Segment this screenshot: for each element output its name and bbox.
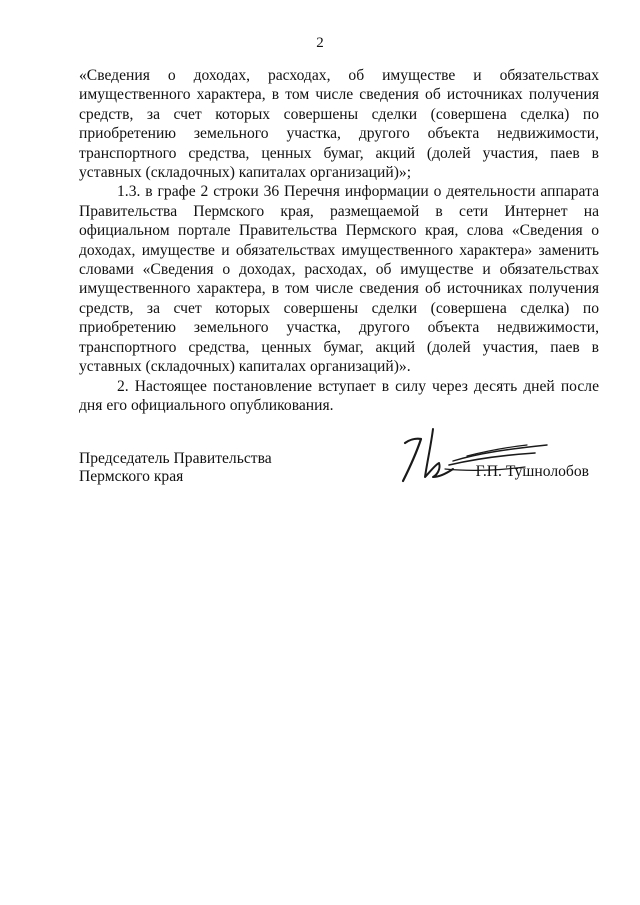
handwritten-signature: [375, 415, 575, 495]
paragraph-item-2: 2. Настоящее постановление вступает в силу через десять дней после дня его официального опубликования.: [79, 377, 599, 414]
page-number: 2: [316, 35, 324, 51]
paragraph-item-1-3: 1.3. в графе 2 строки 36 Перечня информации о деятельности аппарата Правительства Пермского края, размещаемой в сети Интернет на официальном портале Правительства Пермского края, слова «Сведения о доходах, имуществе и обязательствах имущественного характера» заменить словами «Сведения о доходах, расходах, об имуществе и обязательствах имущественного характера, в том числе сведения об источниках получения средств, за счет которых совершены сделки (совершена сделка) по приобретению земельного участка, другого объекта недвижимости, транспортного средства, ценных бумаг, акций (долей участия, паев в уставных (складочных) капиталах организаций)».: [79, 183, 599, 376]
signatory-title-line-2: Пермского края: [79, 468, 184, 485]
signatory-name: Г.П. Тушнолобов: [475, 463, 589, 480]
signature-block: [79, 450, 599, 490]
document-body: [79, 66, 599, 415]
paragraph-continuation: «Сведения о доходах, расходах, об имуществе и обязательствах имущественного характера, в том числе сведения об источниках получения средств, за счет которых совершены сделки (совершена сделка) по приобретению земельного участка, другого объекта недвижимости, транспортного средства, ценных бумаг, акций (долей участия, паев в уставных (складочных) капиталах организаций)»;: [79, 67, 599, 182]
signatory-title-line-1: Председатель Правительства: [79, 450, 272, 467]
signatory-title: [79, 450, 272, 486]
